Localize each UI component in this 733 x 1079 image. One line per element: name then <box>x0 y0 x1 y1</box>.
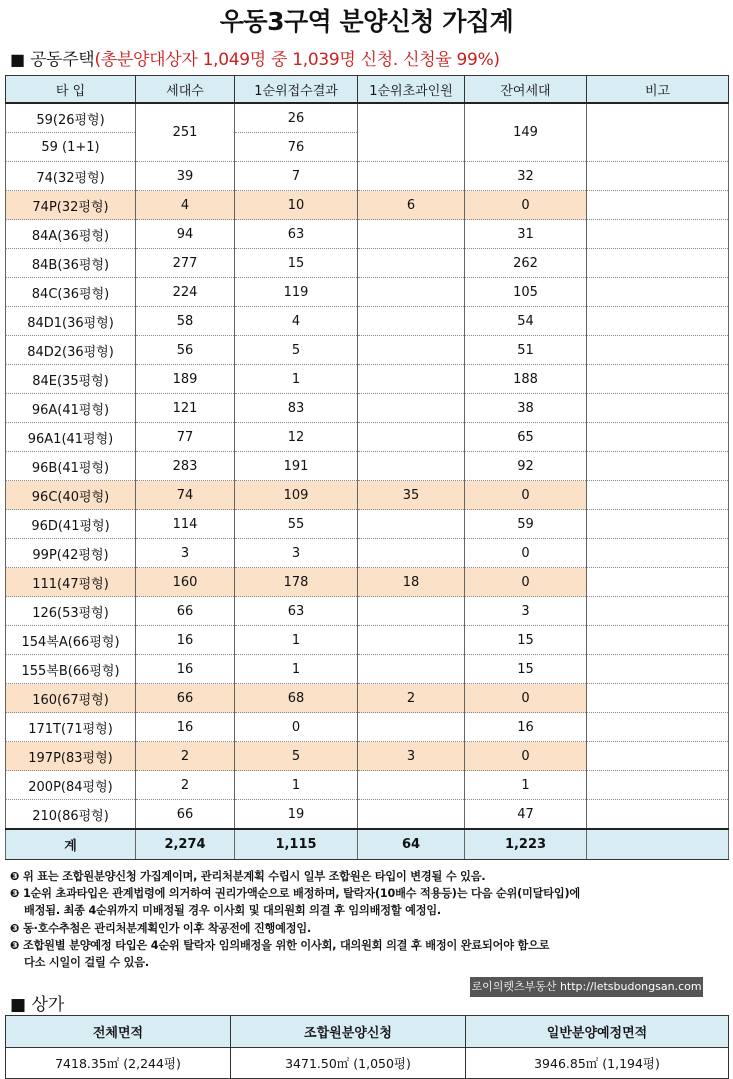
cell-remaining: 31 <box>465 220 587 249</box>
table-row <box>6 103 729 133</box>
cell-type: 96A(41평형) <box>6 394 136 423</box>
cell-first-rank-result: 26 <box>235 103 358 133</box>
member-application-area: 3471.50㎡ (1,050평) <box>231 1048 466 1079</box>
table-row <box>6 597 729 626</box>
header-first-rank-result: 1순위접수결과 <box>235 76 358 104</box>
cell-remaining: 51 <box>465 336 587 365</box>
cell-units: 2 <box>136 771 235 800</box>
table-row <box>6 365 729 394</box>
general-sale-area: 3946.85㎡ (1,194평) <box>466 1048 729 1079</box>
table-row <box>6 626 729 655</box>
table-row <box>6 539 729 568</box>
cell-units: 66 <box>136 597 235 626</box>
cell-first-rank-excess: 35 <box>358 481 465 510</box>
cell-remarks <box>587 626 729 655</box>
cell-remaining: 16 <box>465 713 587 742</box>
cell-first-rank-excess <box>358 249 465 278</box>
cell-type: 84B(36평형) <box>6 249 136 278</box>
note-line: 다소 시일이 걸릴 수 있음. <box>24 956 149 970</box>
cell-first-rank-result: 178 <box>235 568 358 597</box>
section-label: 상가 <box>31 995 65 1015</box>
cell-units: 66 <box>136 684 235 713</box>
cell-remaining: 92 <box>465 452 587 481</box>
cell-first-rank-result: 1 <box>235 626 358 655</box>
cell-units: 16 <box>136 655 235 684</box>
cell-units: 66 <box>136 800 235 830</box>
header-remarks: 비고 <box>587 76 729 104</box>
cell-remarks <box>587 336 729 365</box>
cell-remarks <box>587 713 729 742</box>
note-line: ❸ 위 표는 조합원분양신청 가집계이며, 관리처분계획 수립시 일부 조합원은 타입이 변경될 수 있음. <box>10 870 486 883</box>
header-remaining: 잔여세대 <box>465 76 587 104</box>
table-row <box>6 510 729 539</box>
total-units: 2,274 <box>136 829 235 860</box>
section-label: 공동주택 <box>29 50 95 70</box>
cell-remarks <box>587 568 729 597</box>
cell-type: 111(47평형) <box>6 568 136 597</box>
cell-type: 160(67평형) <box>6 684 136 713</box>
cell-first-rank-excess <box>358 394 465 423</box>
cell-remaining: 0 <box>465 191 587 220</box>
total-area: 7418.35㎡ (2,244평) <box>6 1048 231 1079</box>
header-units: 세대수 <box>136 76 235 104</box>
cell-remarks <box>587 742 729 771</box>
cell-units: 16 <box>136 626 235 655</box>
cell-remaining: 65 <box>465 423 587 452</box>
cell-remarks <box>587 249 729 278</box>
cell-first-rank-result: 1 <box>235 655 358 684</box>
cell-first-rank-excess <box>358 423 465 452</box>
section-apartments-heading <box>10 45 500 70</box>
cell-units: 77 <box>136 423 235 452</box>
cell-remaining: 15 <box>465 655 587 684</box>
total-type: 계 <box>6 829 136 860</box>
cell-type: 74P(32평형) <box>6 191 136 220</box>
table-row <box>6 771 729 800</box>
cell-remaining: 15 <box>465 626 587 655</box>
cell-first-rank-result: 10 <box>235 191 358 220</box>
cell-first-rank-excess <box>358 597 465 626</box>
cell-first-rank-result: 7 <box>235 162 358 191</box>
cell-units: 114 <box>136 510 235 539</box>
cell-first-rank-excess <box>358 365 465 394</box>
cell-first-rank-excess <box>358 713 465 742</box>
cell-type: 200P(84평형) <box>6 771 136 800</box>
header-general-sale-area: 일반분양예정면적 <box>466 1016 729 1048</box>
cell-remaining: 1 <box>465 771 587 800</box>
shop-table <box>5 1015 729 1079</box>
cell-type: 84C(36평형) <box>6 278 136 307</box>
table-row <box>6 249 729 278</box>
cell-first-rank-excess <box>358 307 465 336</box>
cell-first-rank-excess: 2 <box>358 684 465 713</box>
cell-first-rank-result: 191 <box>235 452 358 481</box>
cell-type: 210(86평형) <box>6 800 136 830</box>
cell-remarks <box>587 771 729 800</box>
square-bullet-icon: ■ <box>10 50 25 69</box>
cell-units: 251 <box>136 103 235 162</box>
cell-remaining: 0 <box>465 568 587 597</box>
table-row <box>6 220 729 249</box>
cell-remarks <box>587 684 729 713</box>
table-row <box>6 336 729 365</box>
cell-remarks <box>587 423 729 452</box>
cell-first-rank-excess <box>358 336 465 365</box>
header-first-rank-excess: 1순위초과인원 <box>358 76 465 104</box>
cell-type: 96D(41평형) <box>6 510 136 539</box>
cell-first-rank-result: 109 <box>235 481 358 510</box>
cell-units: 2 <box>136 742 235 771</box>
cell-first-rank-result: 19 <box>235 800 358 830</box>
table-row <box>6 162 729 191</box>
cell-type: 84A(36평형) <box>6 220 136 249</box>
cell-remarks <box>587 597 729 626</box>
cell-remarks <box>587 655 729 684</box>
cell-type: 84D1(36평형) <box>6 307 136 336</box>
table-row <box>6 307 729 336</box>
cell-units: 224 <box>136 278 235 307</box>
table-row <box>6 713 729 742</box>
cell-units: 39 <box>136 162 235 191</box>
cell-units: 277 <box>136 249 235 278</box>
cell-first-rank-excess <box>358 278 465 307</box>
cell-first-rank-result: 0 <box>235 713 358 742</box>
cell-first-rank-excess <box>358 452 465 481</box>
cell-first-rank-excess <box>358 220 465 249</box>
cell-remaining: 0 <box>465 539 587 568</box>
table-row <box>6 481 729 510</box>
cell-type: 197P(83평형) <box>6 742 136 771</box>
cell-remaining: 32 <box>465 162 587 191</box>
cell-first-rank-excess: 6 <box>358 191 465 220</box>
note-line: ❸ 동·호수추첨은 관리처분계획인가 이후 착공전에 진행예정임. <box>10 921 312 935</box>
cell-remaining: 47 <box>465 800 587 830</box>
cell-first-rank-excess: 3 <box>358 742 465 771</box>
cell-remarks <box>587 103 729 162</box>
cell-units: 3 <box>136 539 235 568</box>
cell-remarks <box>587 278 729 307</box>
cell-remaining: 262 <box>465 249 587 278</box>
cell-first-rank-result: 15 <box>235 249 358 278</box>
total-first-rank-excess: 64 <box>358 829 465 860</box>
table-row <box>6 452 729 481</box>
cell-remarks <box>587 539 729 568</box>
cell-first-rank-result: 63 <box>235 220 358 249</box>
cell-first-rank-result: 5 <box>235 742 358 771</box>
cell-type: 96A1(41평형) <box>6 423 136 452</box>
cell-remarks <box>587 365 729 394</box>
cell-units: 160 <box>136 568 235 597</box>
note-line: 배정됨. 최종 4순위까지 미배정될 경우 이사회 및 대의원회 의결 후 임의배정할 예정임. <box>24 904 441 918</box>
table-header-row <box>6 76 729 104</box>
cell-first-rank-result: 63 <box>235 597 358 626</box>
cell-first-rank-excess <box>358 539 465 568</box>
cell-first-rank-excess <box>358 162 465 191</box>
cell-units: 16 <box>136 713 235 742</box>
total-first-rank-result: 1,115 <box>235 829 358 860</box>
cell-type: 96B(41평형) <box>6 452 136 481</box>
cell-first-rank-excess <box>358 655 465 684</box>
cell-first-rank-excess <box>358 103 465 162</box>
cell-remaining: 0 <box>465 684 587 713</box>
cell-first-rank-result: 5 <box>235 336 358 365</box>
cell-units: 58 <box>136 307 235 336</box>
cell-units: 56 <box>136 336 235 365</box>
cell-remaining: 0 <box>465 481 587 510</box>
cell-type: 74(32평형) <box>6 162 136 191</box>
cell-first-rank-result: 68 <box>235 684 358 713</box>
cell-remaining: 38 <box>465 394 587 423</box>
cell-remarks <box>587 307 729 336</box>
table-row <box>6 800 729 830</box>
cell-first-rank-result: 1 <box>235 365 358 394</box>
cell-type: 126(53평형) <box>6 597 136 626</box>
table-row <box>6 423 729 452</box>
header-total-area: 전체면적 <box>6 1016 231 1048</box>
header-type: 타 입 <box>6 76 136 104</box>
table-row <box>6 394 729 423</box>
cell-type: 155복B(66평형) <box>6 655 136 684</box>
cell-first-rank-excess <box>358 510 465 539</box>
page-title: 우동3구역 분양신청 가집계 <box>219 7 514 36</box>
table-row <box>6 278 729 307</box>
cell-type: 59(26평형) <box>6 103 136 133</box>
cell-first-rank-result: 4 <box>235 307 358 336</box>
cell-remaining: 105 <box>465 278 587 307</box>
cell-first-rank-excess <box>358 800 465 830</box>
watermark-link: 로이의렛츠부동산 http://letsbudongsan.com <box>470 977 703 997</box>
cell-units: 94 <box>136 220 235 249</box>
cell-units: 4 <box>136 191 235 220</box>
cell-remaining: 59 <box>465 510 587 539</box>
cell-remarks <box>587 162 729 191</box>
cell-type: 84D2(36평형) <box>6 336 136 365</box>
cell-first-rank-excess <box>358 626 465 655</box>
cell-first-rank-result: 83 <box>235 394 358 423</box>
cell-type: 171T(71평형) <box>6 713 136 742</box>
table-row <box>6 568 729 597</box>
cell-first-rank-result: 3 <box>235 539 358 568</box>
cell-remaining: 54 <box>465 307 587 336</box>
cell-first-rank-excess: 18 <box>358 568 465 597</box>
cell-remarks <box>587 800 729 830</box>
apartment-table <box>5 75 729 860</box>
note-line: ❸ 조합원별 분양예정 타입은 4순위 탈락자 임의배정을 위한 이사회, 대의원회 의결 후 배정이 완료되어야 함으로 <box>10 938 550 952</box>
table-row <box>6 684 729 713</box>
cell-type: 154복A(66평형) <box>6 626 136 655</box>
cell-units: 283 <box>136 452 235 481</box>
cell-first-rank-result: 55 <box>235 510 358 539</box>
header-member-application: 조합원분양신청 <box>231 1016 466 1048</box>
cell-remarks <box>587 220 729 249</box>
cell-first-rank-result: 119 <box>235 278 358 307</box>
cell-remarks <box>587 191 729 220</box>
cell-remaining: 149 <box>465 103 587 162</box>
shop-header-row <box>6 1016 729 1048</box>
cell-remaining: 188 <box>465 365 587 394</box>
table-row <box>6 742 729 771</box>
application-summary: (총분양대상자 1,049명 중 1,039명 신청. 신청율 99%) <box>94 50 500 70</box>
cell-remarks <box>587 481 729 510</box>
cell-remarks <box>587 510 729 539</box>
cell-type: 84E(35평형) <box>6 365 136 394</box>
total-remaining: 1,223 <box>465 829 587 860</box>
cell-type: 99P(42평형) <box>6 539 136 568</box>
square-bullet-icon: ■ <box>10 995 27 1015</box>
notes <box>10 868 730 971</box>
total-remarks <box>587 829 729 860</box>
cell-remarks <box>587 452 729 481</box>
cell-units: 74 <box>136 481 235 510</box>
section-shops-heading <box>10 990 64 1015</box>
total-row <box>6 829 729 860</box>
cell-first-rank-result: 12 <box>235 423 358 452</box>
table-row <box>6 191 729 220</box>
cell-remaining: 0 <box>465 742 587 771</box>
table-row <box>6 655 729 684</box>
cell-first-rank-excess <box>358 771 465 800</box>
cell-first-rank-result: 76 <box>235 133 358 162</box>
cell-remaining: 3 <box>465 597 587 626</box>
cell-units: 189 <box>136 365 235 394</box>
cell-first-rank-result: 1 <box>235 771 358 800</box>
shop-row <box>6 1048 729 1079</box>
note-line: ❸ 1순위 초과타입은 관계법령에 의거하여 권리가액순으로 배정하며, 탈락자(10배수 적용등)는 다음 순위(미달타입)에 <box>10 887 580 901</box>
cell-type: 59 (1+1) <box>6 133 136 162</box>
cell-units: 121 <box>136 394 235 423</box>
cell-remarks <box>587 394 729 423</box>
cell-type: 96C(40평형) <box>6 481 136 510</box>
